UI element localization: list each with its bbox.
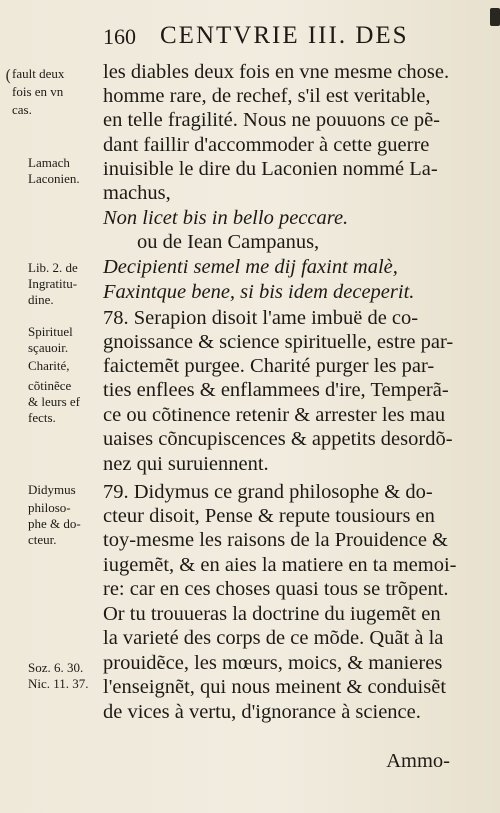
text-line-quote: Decipienti semel me dij faxint malè, bbox=[103, 256, 398, 278]
text-line-quote: Non licet bis in bello peccare. bbox=[103, 207, 349, 229]
margin-note-line: & leurs ef bbox=[28, 394, 80, 409]
text-line: inuisible le dire du Laconien nommé La- bbox=[103, 158, 438, 180]
text-line: les diables deux fois en vne mesme chose. bbox=[103, 61, 450, 83]
margin-note-line: Charité, bbox=[28, 358, 70, 373]
running-title: CENTVRIE III. DES bbox=[160, 22, 409, 49]
margin-note-line: Spirituel bbox=[28, 324, 73, 339]
text-line: 78. Serapion disoit l'ame imbuë de co- bbox=[103, 307, 419, 329]
text-line: machus, bbox=[103, 182, 171, 204]
margin-note-line: phe & do- bbox=[28, 516, 81, 531]
text-line: ties enflees & enflammees d'ire, Temperã- bbox=[103, 379, 449, 401]
margin-note-line: Soz. 6. 30. bbox=[28, 660, 84, 675]
text-line: prouidẽce, les mœurs, moics, & manieres bbox=[103, 652, 443, 674]
text-line: Or tu trouueras la doctrine du iugemẽt en bbox=[103, 603, 441, 625]
text-line: faictemẽt purgee. Charité purger les par- bbox=[103, 355, 435, 377]
text-line: re: car en ces choses quasi tous se trõpent. bbox=[103, 578, 449, 600]
margin-note-line: fault deux bbox=[12, 66, 65, 81]
text-line: iugemẽt, & en aies la matiere en ta memoi- bbox=[103, 554, 457, 576]
text-line: la varieté des corps de ce mõde. Quãt à la bbox=[103, 627, 444, 649]
margin-note-line: cteur. bbox=[28, 532, 57, 547]
text-line: dant faillir d'accommoder à cette guerre bbox=[103, 134, 430, 156]
text-line: ce ou cõtinence retenir & arrester les mau bbox=[103, 404, 446, 426]
margin-note-line: cõtinẽce bbox=[28, 378, 72, 393]
catchword: Ammo- bbox=[386, 750, 450, 772]
margin-note-line: philoso- bbox=[28, 500, 71, 515]
margin-note-line: cas. bbox=[12, 102, 32, 117]
margin-bracket-mark: ( bbox=[5, 66, 12, 85]
text-line: nez qui suruiennent. bbox=[103, 453, 269, 475]
text-line: 79. Didymus ce grand philosophe & do- bbox=[103, 481, 433, 503]
margin-note-line: Laconien. bbox=[28, 171, 80, 186]
text-line-quote: Faxintque bene, si bis idem deceperit. bbox=[103, 281, 415, 303]
text-line: uaises cõncupiscences & appetits desordõ- bbox=[103, 428, 453, 450]
margin-note-line: Ingratitu- bbox=[28, 276, 78, 291]
text-line: toy-mesme les raisons de la Prouidence & bbox=[103, 529, 448, 551]
margin-note-line: sçauoir. bbox=[28, 340, 69, 355]
text-line: cteur disoit, Pense & repute tousiours en bbox=[103, 505, 435, 527]
text-line: homme rare, de rechef, s'il est veritable, bbox=[103, 85, 431, 107]
margin-note-line: Nic. 11. 37. bbox=[28, 676, 89, 691]
margin-note-line: Didymus bbox=[28, 482, 76, 497]
margin-note-line: fects. bbox=[28, 410, 56, 425]
margin-note-line: Lib. 2. de bbox=[28, 260, 78, 275]
margin-note-line: dine. bbox=[28, 292, 54, 307]
page-number: 160 bbox=[103, 24, 136, 49]
margin-note-line: fois en vn bbox=[12, 84, 64, 99]
text-line: de vices à vertu, d'ignorance à science. bbox=[103, 701, 421, 723]
margin-note-line: Lamach bbox=[28, 155, 70, 170]
text-line: en telle fragilité. Nous ne pouuons ce pẽ- bbox=[103, 109, 440, 131]
text-line: ou de Iean Campanus, bbox=[137, 231, 320, 253]
text-line: gnoissance & science spirituelle, estre par- bbox=[103, 331, 454, 353]
text-line: l'enseignẽt, qui nous meinent & conduisẽt bbox=[103, 676, 447, 698]
